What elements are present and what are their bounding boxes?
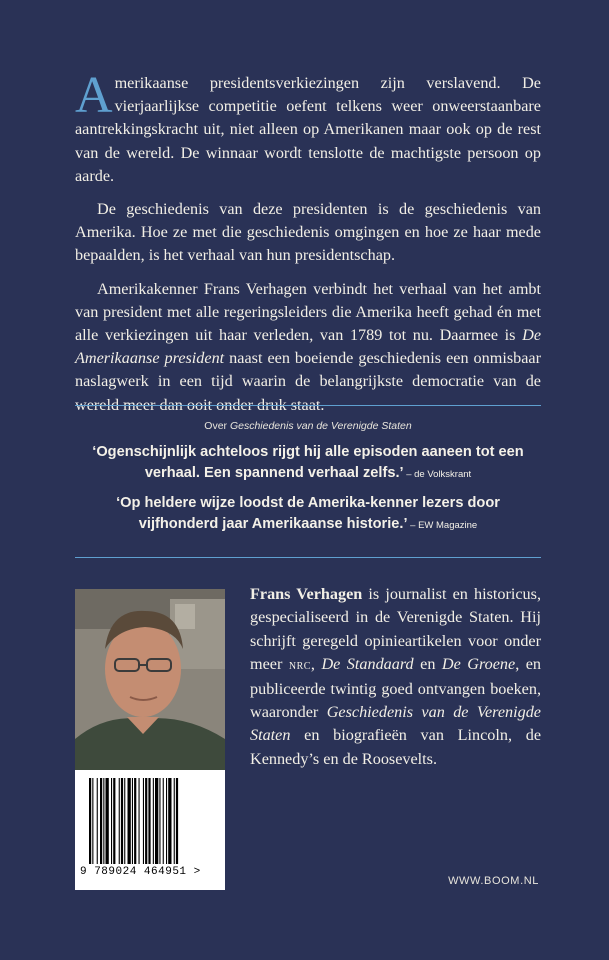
barcode-bar: [148, 778, 150, 864]
barcode-bar: [124, 778, 125, 864]
cover-blurb: [75, 67, 541, 427]
barcode-bar: [153, 778, 154, 864]
author-bio-text: [250, 583, 541, 771]
divider-bottom: [75, 557, 541, 558]
barcode-bar: [139, 778, 140, 864]
barcode-bar: [103, 778, 104, 864]
review-quote: [75, 442, 541, 485]
barcode-bar: [97, 778, 98, 864]
bio-part: is journalist en historicus, gespecialiseerd in de Verenigde Staten. Hij schrijft geregeld opinieartikelen voor onder meer: [250, 585, 541, 674]
review-quote-text: ‘Ogenschijnlijk achteloos rijgt hij alle episoden aaneen tot een verhaal. Een spannend verhaal zelfs.’: [92, 444, 524, 481]
blurb-paragraph-1-text: merikaanse presidentsverkiezingen zijn verslavend. De vierjaarlijkse competitie oefent telkens weer onweerstaanbare aantrekkingskracht uit, niet alleen op Amerikanen maar ook op de rest van de wereld. De winnaar wordt tenslotte de machtigste persoon op aarde.: [75, 74, 541, 185]
bio-part: en biografieën van Lincoln, de Kennedy’s en de Roosevelts.: [250, 726, 541, 768]
bio-part: , en publiceerde twintig goed ontvangen boeken, waaronder: [250, 655, 542, 722]
drop-cap: A: [75, 67, 113, 124]
reviews-heading: [75, 420, 541, 432]
barcode-bar: [128, 778, 131, 864]
barcode-bar: [134, 778, 136, 864]
author-bio: [250, 583, 541, 771]
book-title-italic: De Amerikaanse president: [75, 326, 541, 368]
bio-part: ,: [310, 655, 322, 674]
review-source: – EW Magazine: [407, 520, 478, 531]
barcode-bar: [174, 778, 175, 864]
press-reviews: [75, 420, 541, 544]
blurb-paragraph-1: [75, 67, 541, 188]
reviews-heading-title: Geschiedenis van de Verenigde Staten: [229, 420, 412, 432]
divider-top: [75, 405, 541, 406]
barcode-bar: [163, 778, 164, 864]
barcode-bar: [89, 778, 91, 864]
barcode-bar: [143, 778, 144, 864]
bio-standaard: De Standaard: [321, 655, 414, 674]
barcode-bar: [121, 778, 123, 864]
review-quote-text: ‘Op heldere wijze loodst de Amerika-kenner lezers door vijfhonderd jaar Amerikaanse historie.’: [116, 495, 500, 532]
review-quote: [75, 493, 541, 536]
bio-groene: De Groene: [441, 655, 516, 674]
blurb-paragraph-3: [75, 278, 541, 417]
barcode: [75, 770, 225, 890]
bio-nrc: nrc: [288, 658, 311, 674]
bio-part: en: [413, 655, 442, 674]
reviews-heading-prefix: Over: [204, 420, 230, 432]
blurb-paragraph-3-a: Amerikakenner Frans Verhagen verbindt het verhaal van het ambt van president met alle regeringsleiders die Amerika heeft gehad én met alle verkiezingen uit haar verleden, van 1789 tot nu. Daarmee is: [75, 279, 541, 345]
publisher-website: WWW.BOOM.NL: [448, 875, 539, 887]
review-source: – de Volkskrant: [403, 469, 472, 480]
barcode-bar: [100, 778, 102, 864]
blurb-paragraph-2: De geschiedenis van deze presidenten is de geschiedenis van Amerika. Hoe ze met die geschiedenis omgingen en hoe ze haar mede bepaalden, is het verhaal van hun presidentschap.: [75, 200, 541, 265]
barcode-bar: [159, 778, 160, 864]
barcode-bar: [176, 778, 178, 864]
barcode-bar: [168, 778, 171, 864]
barcode-bar: [132, 778, 133, 864]
barcode-bar: [166, 778, 167, 864]
isbn-number: 9 789024 464951 >: [80, 866, 201, 878]
barcode-bar: [119, 778, 120, 864]
barcode-bar: [106, 778, 109, 864]
barcode-bar: [92, 778, 93, 864]
barcode-bar: [111, 778, 112, 864]
barcode-bar: [155, 778, 158, 864]
barcode-bars: [89, 778, 211, 864]
bio-book-title: Geschiedenis van de Verenigde Staten: [250, 703, 541, 745]
author-photo: [75, 589, 225, 770]
barcode-bar: [145, 778, 147, 864]
author-name: Frans Verhagen: [250, 585, 363, 603]
barcode-bar: [113, 778, 115, 864]
blurb-paragraph-3-b: naast een boeiende geschiedenis een onmisbaar naslagwerk in een tijd waarin de belangrijkste democratie van de wereld meer dan ooit onder druk staat.: [75, 349, 541, 414]
